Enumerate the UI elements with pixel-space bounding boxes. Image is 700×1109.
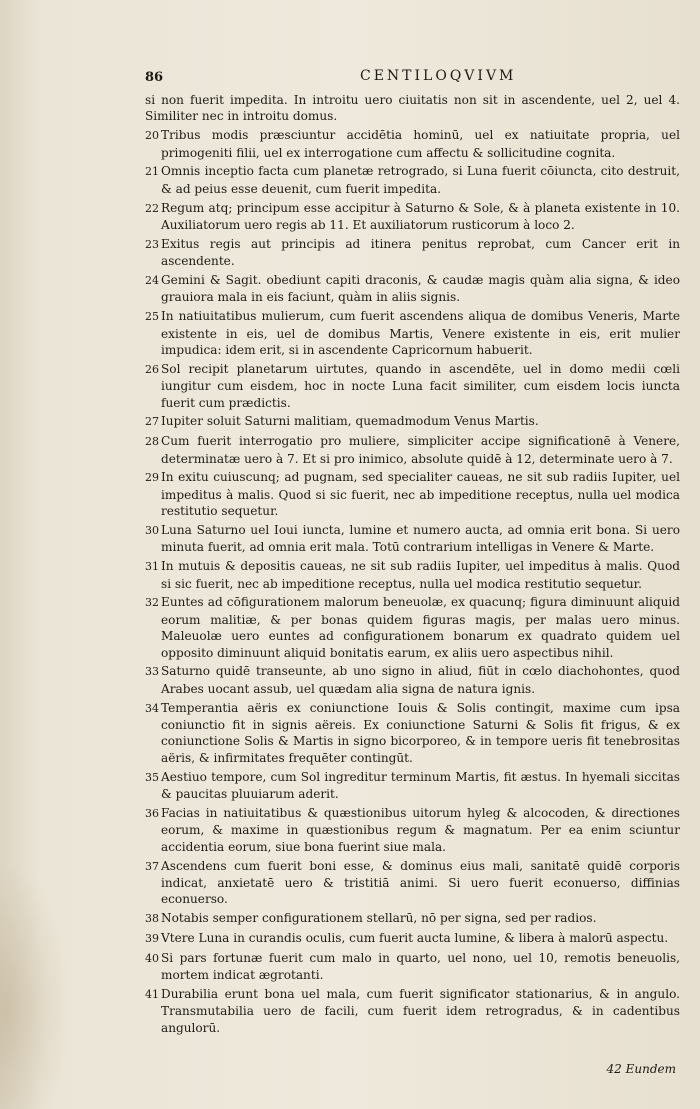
- aphorism-text: In mutuis & depositis caueas, ne sit sub radiis Iupiter, uel impeditus à malis. Quod si sic fuerit, nec ab impeditione receptus, nulla uel modica restitutio sequetur.: [161, 559, 680, 591]
- aphorism-text: Saturno quidē transeunte, ab uno signo in aliud, fiūt in cœlo diachohontes, quod Arabes uocant assub, uel quædam alia signa de natura ignis.: [161, 664, 680, 696]
- aphorism-number: 33: [145, 665, 159, 679]
- aphorism-number: 26: [145, 362, 159, 376]
- aphorism-text: In exitu cuiuscunq; ad pugnam, sed specialiter caueas, ne sit sub radiis Iupiter, uel impeditus à malis. Quod si sic fuerit, nec ab impeditione receptus, nulla uel modica restitutio sequetur.: [161, 470, 680, 519]
- aphorism: [145, 986, 680, 1036]
- aphorism-number: 40: [145, 951, 159, 965]
- aphorism: [145, 127, 680, 161]
- aphorism: [145, 558, 680, 592]
- aphorism: [145, 361, 680, 411]
- aphorism-text: Sol recipit planetarum uirtutes, quando in ascendēte, uel in domo medii cœli iungitur cum eisdem, hoc in nocte Luna facit similiter, cum eisdem locis iuncta fuerit cum prædictis.: [161, 361, 680, 410]
- aphorism-number: 30: [145, 524, 159, 538]
- aphorism-text: Facias in natiuitatibus & quæstionibus uitorum hyleg & alcocoden, & directiones eorum, & maxime in quæstionibus regum & magnatum. Per ea enim sciuntur accidentia eorum, siue bona fuerint siue mala.: [161, 805, 680, 854]
- aphorism-number: 28: [145, 435, 159, 449]
- folio-number: 86: [145, 70, 164, 85]
- aphorism-text: Ascendens cum fuerit boni esse, & dominus eius mali, sanitatē quidē corporis indicat, anxietatē uero & tristitiā animi. Si uero fuerit econuerso, diffinias econuerso.: [161, 858, 680, 907]
- aphorism-number: 36: [145, 806, 159, 820]
- aphorism: [145, 200, 680, 234]
- running-title: CENTILOQVIVM: [360, 68, 517, 84]
- aphorism: [145, 858, 680, 908]
- aphorism-number: 39: [145, 931, 159, 945]
- aphorism-number: 21: [145, 165, 159, 179]
- aphorism-text: Tribus modis præsciuntur accidētia hominū, uel ex natiuitate propria, uel primogeniti filii, uel ex interrogatione cum affectu & sollicitudine cognita.: [161, 128, 680, 160]
- aphorism-number: 29: [145, 471, 159, 485]
- aphorism-text: Luna Saturno uel Ioui iuncta, lumine et numero aucta, ad omnia erit bona. Si uero minuta fuerit, ad omnia erit mala. Totū contrarium intelligas in Venere & Marte.: [161, 523, 680, 555]
- aphorism: [145, 700, 680, 767]
- aphorism: [145, 236, 680, 270]
- opening-paragraph: si non fuerit impedita. In introitu uero ciuitatis non sit in ascendente, uel 2, uel 4. Similiter nec in introitu domus.: [145, 93, 680, 124]
- aphorism: [145, 433, 680, 467]
- aphorism-number: 31: [145, 560, 159, 574]
- aphorism-text: In natiuitatibus mulierum, cum fuerit ascendens aliqua de domibus Veneris, Marte existente in eis, uel de domibus Martis, Venere existente in eis, erit mulier impudica: idem erit, si in ascendente Capricornum habuerit.: [161, 309, 680, 358]
- aphorism-number: 24: [145, 274, 159, 288]
- aphorism: [145, 910, 680, 927]
- aphorism-text: Vtere Luna in curandis oculis, cum fuerit aucta lumine, & libera à malorū aspectu.: [161, 930, 669, 945]
- aphorism: [145, 522, 680, 556]
- aphorism-text: Notabis semper configurationem stellarū, nō per signa, sed per radios.: [161, 911, 597, 926]
- aphorism-text: Durabilia erunt bona uel mala, cum fuerit significator stationarius, & in angulo. Transmutabilia uero de facili, cum fuerit idem retrogradus, & in cadentibus angulorū.: [161, 986, 680, 1035]
- aphorism-number: 22: [145, 201, 159, 215]
- aphorism: [145, 930, 680, 947]
- aphorism-text: Cum fuerit interrogatio pro muliere, simpliciter accipe significationē à Venere, determinatæ uero à 7. Et si pro inimico, absolute quidē à 12, determinate uero à 7.: [161, 434, 680, 466]
- aphorism: [145, 805, 680, 855]
- aphorism: [145, 594, 680, 661]
- aphorism-number: 32: [145, 596, 159, 610]
- aphorism: [145, 163, 680, 197]
- aphorism-text: Temperantia aëris ex coniunctione Iouis & Solis contingit, maxime cum ipsa coniunctio fit in signis aëreis. Ex coniunctione Saturni & Solis fit frigus, & ex coniunctione Solis & Martis in signo bicorporeo, & in tempore ueris fit tenebrositas aëris, & infirmitates frequēter contingūt.: [161, 700, 680, 765]
- aphorism-text: Regum atq; principum esse accipitur à Saturno & Sole, & à planeta existente in 10. Auxiliatorum uero regis ab 11. Et auxiliatorum rusticorum à loco 2.: [161, 200, 680, 233]
- aphorism-number: 20: [145, 129, 159, 143]
- aphorism-number: 34: [145, 701, 159, 715]
- aphorism-number: 23: [145, 237, 159, 251]
- aphorism-text: Gemini & Sagit. obediunt capiti draconis, & caudæ magis quàm alia signa, & ideo grauiora mala in eis faciunt, quàm in aliis signis.: [161, 273, 680, 305]
- aphorism-text: Si pars fortunæ fuerit cum malo in quarto, uel nono, uel 10, remotis beneuolis, mortem indicat ægrotanti.: [161, 950, 680, 983]
- aphorism: [145, 272, 680, 306]
- aphorism-text: Omnis inceptio facta cum planetæ retrogrado, si Luna fuerit cōiuncta, cito destruit, & ad peius esse deuenit, cum fuerit impedita.: [161, 164, 680, 196]
- aphorism-text: Iupiter soluit Saturni malitiam, quemadmodum Venus Martis.: [161, 414, 539, 429]
- aphorism: [145, 413, 680, 430]
- paper-stain: [0, 860, 70, 1109]
- aphorism-number: 38: [145, 912, 159, 926]
- aphorism-number: 41: [145, 987, 159, 1001]
- aphorism-number: 35: [145, 770, 159, 784]
- aphorism-number: 37: [145, 859, 159, 873]
- aphorism-number: 27: [145, 415, 159, 429]
- aphorism: [145, 663, 680, 697]
- aphorism-text: Exitus regis aut principis ad itinera penitus reprobat, cum Cancer erit in ascendente.: [161, 236, 680, 269]
- catchword: 42 Eundem: [606, 1062, 676, 1076]
- aphorism: [145, 308, 680, 358]
- aphorism: [145, 469, 680, 519]
- main-text: [145, 92, 680, 1039]
- page-header: [145, 66, 685, 90]
- aphorism: [145, 950, 680, 984]
- aphorism-number: 25: [145, 310, 159, 324]
- aphorism: [145, 769, 680, 803]
- aphorism-text: Aestiuo tempore, cum Sol ingreditur terminum Martis, fit æstus. In hyemali siccitas & paucitas pluuiarum aderit.: [161, 769, 680, 802]
- aphorism-text: Euntes ad cōfigurationem malorum beneuolæ, ex quacunq; figura diminuunt aliquid eorum malitiæ, & per bonas quidem figuras magis, per malas uero minus. Maleuolæ uero euntes ad configurationem bonarum ex quadrato quidem uel opposito diminuunt aliquid bonitatis earum, ex aliis uero aspectibus nihil.: [161, 595, 680, 660]
